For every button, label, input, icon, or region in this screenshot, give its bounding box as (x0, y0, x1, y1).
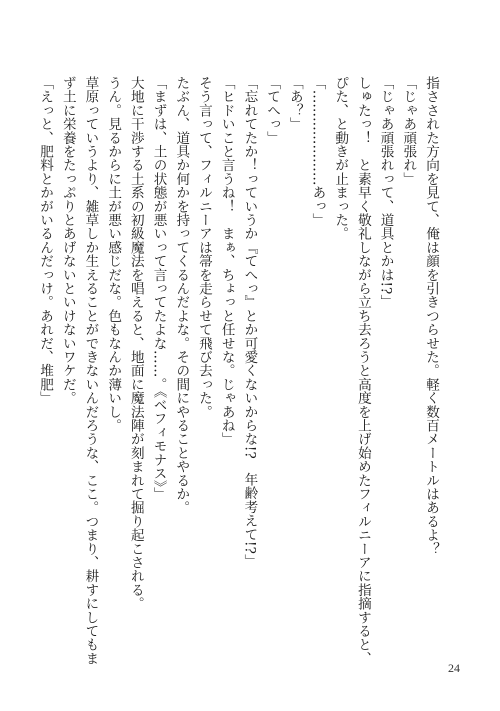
text-line: 大地に干渉する土系の初級魔法を唱えると、地面に魔法陣が刻まれて掘り起こされる。 (127, 76, 144, 611)
text-line: 「じゃあ頑張れ」 (400, 76, 417, 186)
text-line: 「忘れてたか！っていうか『てへっ』とか可愛くないからな!? 年齢考えて!?」 (241, 76, 258, 568)
text-line: 「じゃあ頑張れって、道具とかは!?」 (377, 76, 394, 309)
text-line: 「てへっ」 (264, 76, 281, 145)
text-line: たぶん、道具か何かを持ってくるんだよな。その間にやることやるか。 (173, 76, 190, 515)
text-line: ぴた、と動きが止まった。 (332, 76, 349, 241)
text-line: 「ヒドいこと言うね！ まぁ、ちょっと任せな。じゃあね」 (218, 76, 235, 446)
text-line: しゅたっ！ と素早く敬礼しながら立ち去ろうと高度を上げ始めたフィルニーアに指摘すると、 (354, 76, 371, 666)
text-line: 「えっと、肥料とかがいるんだっけ。あれだ、堆肥」 (37, 76, 54, 405)
text-line: 「…………………あっ」 (309, 76, 326, 227)
vertical-text-body (33, 76, 442, 666)
text-line: 指さされた方向を見て、俺は顔を引きつらせた。軽く数百メートルはあるよ？ (423, 76, 439, 556)
text-line: 「まずは、土の状態が悪いって言ってたよな……。《ベフィモナス》」 (150, 76, 167, 501)
text-line: 「あ？」 (286, 76, 303, 131)
text-line: ず土に栄養をたっぷりとあげないといけないワケだ。 (59, 76, 76, 405)
text-line: そう言って、フィルニーアは箒を走らせて飛び去った。 (195, 76, 212, 419)
text-line: 草原っていうより、雑草しか生えることができないんだろうな、ここ。つまり、耕すにしてもま (82, 76, 99, 666)
text-line: うん。見るからに土が悪い感じだな。色もなんか薄いし。 (105, 76, 122, 433)
page-number: 24 (448, 661, 460, 675)
